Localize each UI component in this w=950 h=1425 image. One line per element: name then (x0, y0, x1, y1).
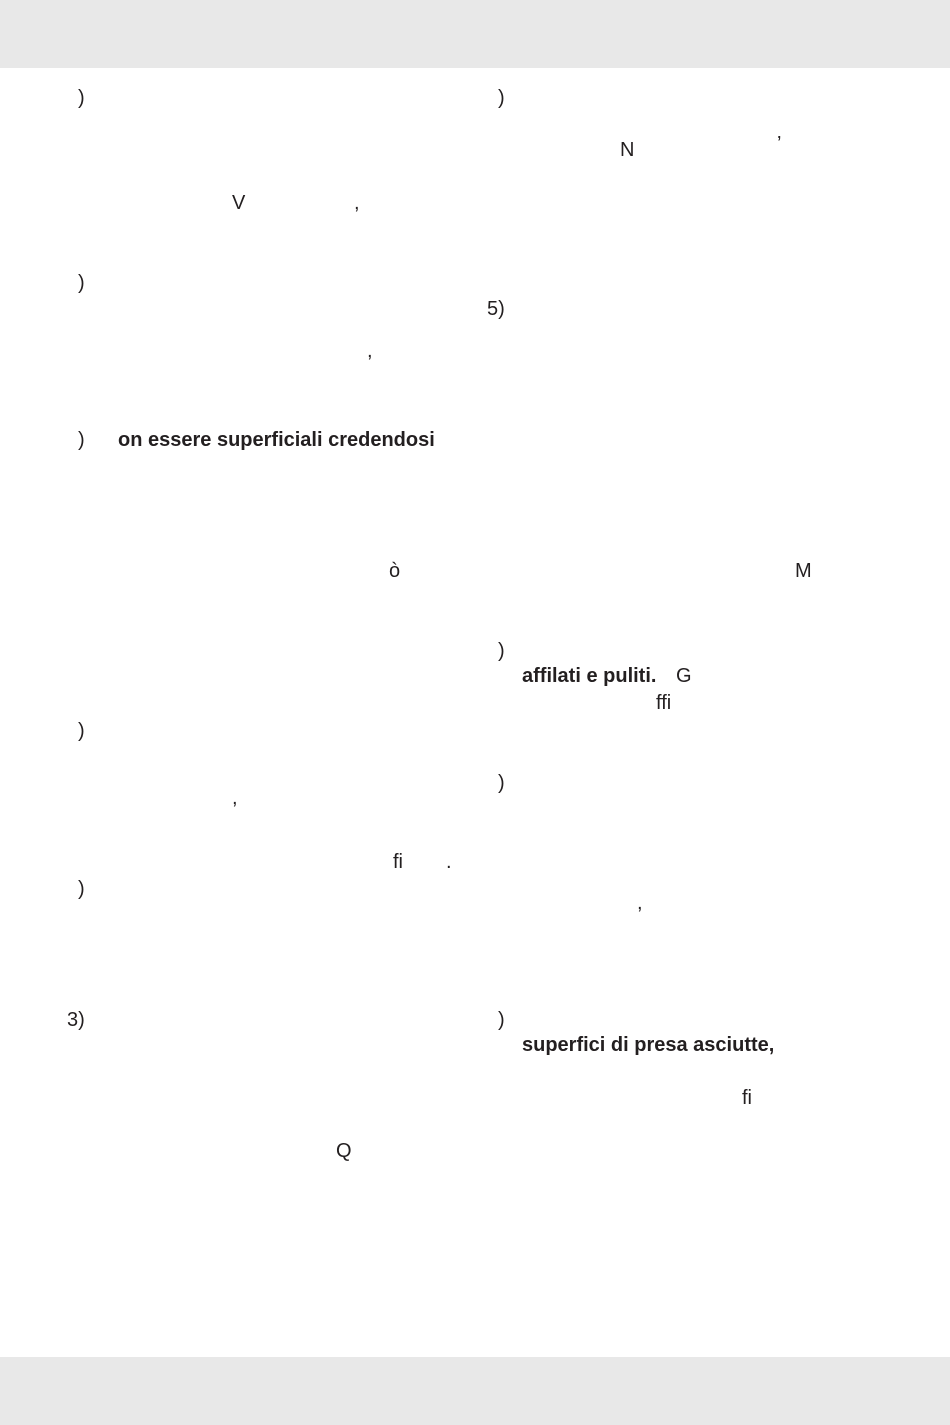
page-header-band (0, 0, 950, 68)
right-list-marker-4: ) (498, 772, 505, 794)
left-list-marker-5: ) (78, 878, 85, 900)
right-bold-heading-2: superfici di presa asciutte, (522, 1034, 775, 1056)
left-text-fragment: V (232, 192, 246, 214)
left-list-marker-6: 3) (67, 1009, 85, 1031)
right-list-marker-2: 5) (487, 298, 505, 320)
page-footer-band (0, 1357, 950, 1425)
right-list-marker-3: ) (498, 640, 505, 662)
left-list-marker-4: ) (78, 720, 85, 742)
right-text-fragment: N (620, 139, 635, 161)
right-text-fragment: ’ (777, 133, 782, 155)
right-list-marker-5: ) (498, 1009, 505, 1031)
right-list-marker-1: ) (498, 87, 505, 109)
left-text-fragment: Q (336, 1140, 352, 1162)
left-list-marker-1: ) (78, 87, 85, 109)
right-text-fragment: , (637, 892, 643, 914)
left-text-fragment: , (367, 340, 373, 362)
left-text-fragment: , (232, 787, 238, 809)
right-bold-heading-1: affilati e puliti. (522, 665, 657, 687)
left-text-fragment: fi (393, 851, 403, 873)
left-bold-heading: on essere superficiali credendosi (118, 429, 435, 451)
left-list-marker-2: ) (78, 272, 85, 294)
left-text-fragment: ò (389, 560, 401, 582)
right-text-fragment: ffi (656, 692, 672, 714)
left-text-fragment: . (446, 851, 452, 873)
left-text-fragment: , (354, 192, 360, 214)
right-text-fragment: fi (742, 1087, 752, 1109)
left-list-marker-3: ) (78, 429, 85, 451)
right-text-fragment: G (676, 665, 692, 687)
right-text-fragment: M (795, 560, 812, 582)
